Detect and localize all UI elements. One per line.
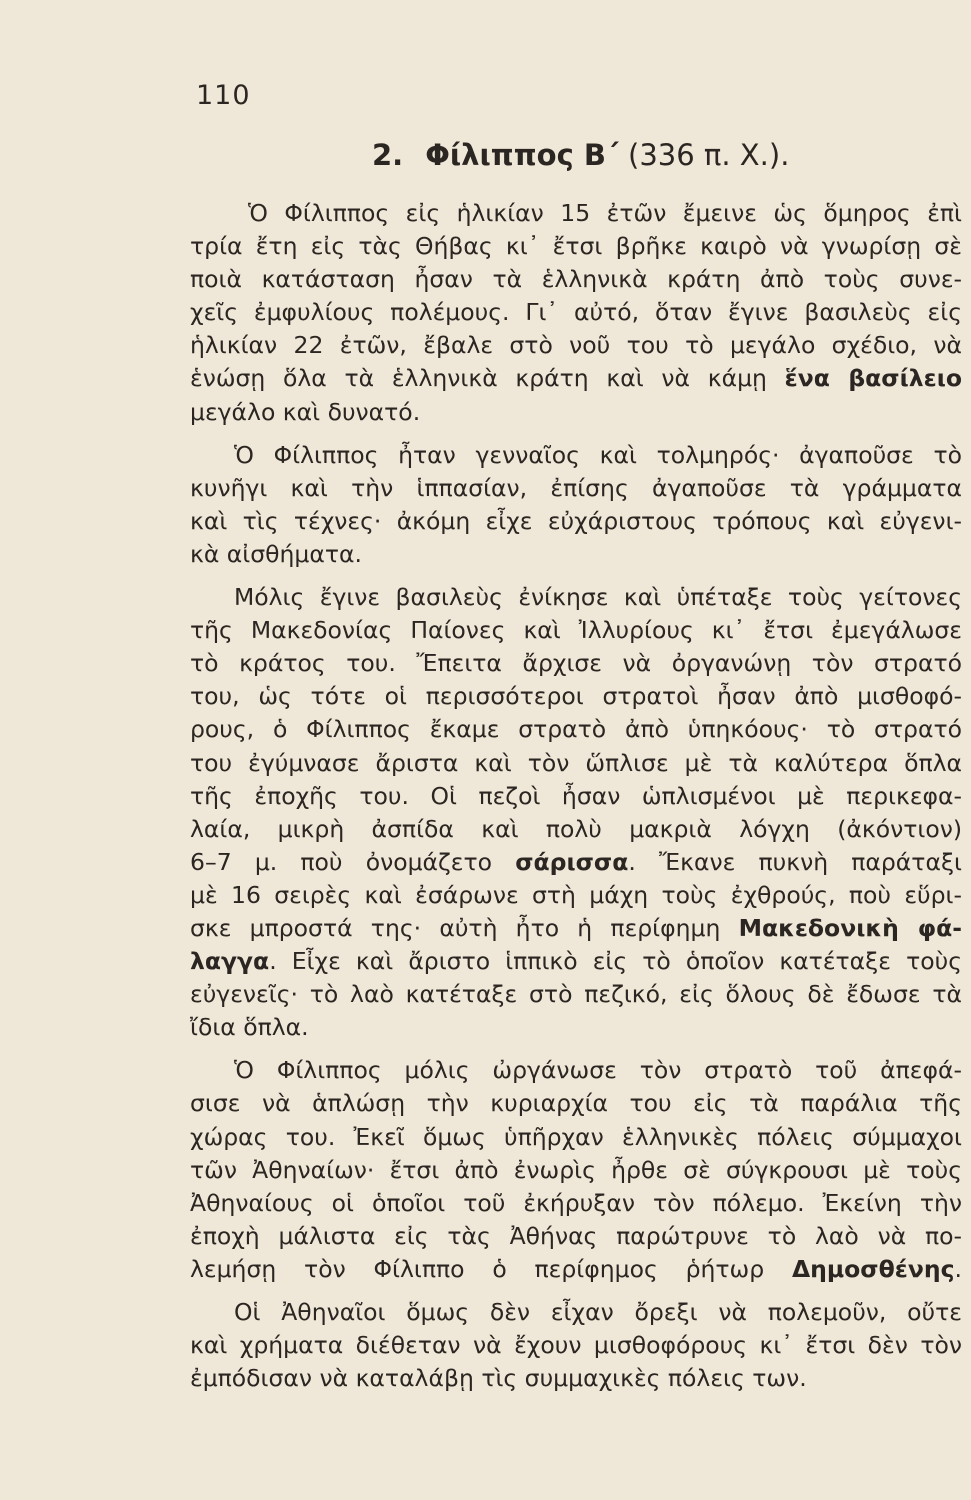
text-line (190, 1253, 962, 1286)
line-text: Ὁ Φίλιππος εἰς ἡλικίαν 15 ἐτῶν ἔμεινε ὡς ὅμηρος ἐπὶ (248, 199, 962, 227)
text-line (190, 1154, 962, 1187)
line-text: 6–7 μ. ποὺ ὀνομάζετο (190, 847, 516, 876)
line-text: τῶν Ἀθηναίων· ἔτσι ἀπὸ ἐνωρὶς ἦρθε σὲ σύγκρουσι μὲ τοὺς (190, 1155, 962, 1184)
emphasized-term: λαγγα (190, 947, 270, 976)
line-text: κυνῆγι καὶ τὴν ἱππασίαν, ἐπίσης ἀγαποῦσε τὰ γράμματα (190, 473, 962, 502)
section-heading (372, 138, 789, 172)
line-text: ἑνώσῃ ὅλα τὰ ἑλληνικὰ κράτη καὶ νὰ κάμῃ (190, 364, 785, 393)
line-text: Οἱ Ἀθηναῖοι ὅμως δὲν εἶχαν ὄρεξι νὰ πολεμοῦν, οὔτε (234, 1298, 962, 1326)
line-text: ἐποχὴ μάλιστα εἰς τὰς Ἀθήνας παρώτρυνε τὸ λαὸ νὰ πο- (190, 1221, 962, 1250)
line-text: μὲ 16 σειρὲς καὶ ἐσάρωνε στὴ μάχη τοὺς ἐχθρούς, ποὺ εὕρι- (190, 880, 962, 909)
text-line (190, 780, 962, 813)
emphasized-term: ἕνα βασίλειο (784, 364, 962, 393)
line-text: Ὁ Φίλιππος μόλις ὠργάνωσε τὸν στρατὸ τοῦ ἀπεφά- (234, 1056, 962, 1085)
emphasized-term: Μακεδονικὴ φά- (738, 913, 962, 942)
paragraph-gap (190, 1286, 962, 1296)
text-line (190, 912, 962, 945)
page-number: 110 (196, 80, 251, 111)
text-line (190, 538, 962, 571)
line-text: εὐγενεῖς· τὸ λαὸ κατέταξε στὸ πεζικό, εἰς ὅλους δὲ ἔδωσε τὰ (190, 980, 962, 1009)
text-line (190, 197, 962, 230)
line-text: κὰ αἰσθήματα. (190, 539, 362, 568)
text-line (190, 362, 962, 395)
paragraph-gap (190, 1044, 962, 1054)
paragraph-gap (190, 429, 962, 439)
line-text: ποιὰ κατάσταση ἦσαν τὰ ἑλληνικὰ κράτη ἀπὸ τοὺς συνε- (190, 265, 962, 294)
text-line (190, 439, 962, 472)
text-line (190, 614, 962, 647)
text-line (190, 329, 962, 362)
line-text: καὶ τὶς τέχνες· ἀκόμη εἶχε εὐχάριστους τρόπους καὶ εὐγενι- (190, 506, 962, 535)
text-line (190, 1087, 962, 1120)
text-line (190, 263, 962, 296)
text-line (190, 846, 962, 879)
line-text: του ἐγύμνασε ἄριστα καὶ τὸν ὥπλισε μὲ τὰ καλύτερα ὅπλα (190, 748, 962, 777)
line-text: χεῖς ἐμφυλίους πολέμους. Γι᾽ αὐτό, ὅταν ἔγινε βασιλεὺς εἰς (190, 298, 962, 327)
line-text: σισε νὰ ἁπλώσῃ τὴν κυριαρχία του εἰς τὰ παράλια τῆς (190, 1089, 962, 1118)
text-line (190, 1054, 962, 1087)
paragraph (190, 1054, 962, 1286)
line-text: Ἀθηναίους οἱ ὁποῖοι τοῦ ἐκήρυξαν τὸν πόλεμο. Ἐκείνη τὴν (190, 1188, 962, 1217)
text-line (190, 1187, 962, 1220)
line-text: μεγάλο καὶ δυνατό. (190, 397, 421, 426)
line-text: λεμήσῃ τὸν Φίλιππο ὁ περίφημος ῥήτωρ (190, 1254, 792, 1283)
line-text: . Ἔκανε πυκνὴ παράταξι (628, 847, 962, 876)
text-line (190, 1329, 962, 1362)
text-line (190, 505, 962, 538)
text-line (190, 1296, 962, 1329)
line-text: Μόλις ἔγινε βασιλεὺς ἐνίκησε καὶ ὑπέταξε τοὺς γείτονες (234, 583, 962, 612)
emphasized-term: Δημοσθένης (791, 1254, 955, 1283)
text-line (190, 713, 962, 746)
paragraph (190, 581, 962, 1044)
text-line (190, 396, 962, 429)
line-text: λαία, μικρὴ ἀσπίδα καὶ πολὺ μακριὰ λόγχη (ἀκόντιον) (190, 814, 962, 843)
text-line (190, 647, 962, 680)
text-line (190, 296, 962, 329)
text-line (190, 230, 962, 263)
paragraph (190, 1296, 962, 1395)
paragraph (190, 197, 962, 429)
text-line (190, 472, 962, 505)
text-line (190, 1121, 962, 1154)
line-text: . (954, 1254, 962, 1283)
text-line (190, 1362, 962, 1395)
section-date: (336 π. Χ.). (628, 138, 790, 172)
line-text: ἡλικίαν 22 ἐτῶν, ἔβαλε στὸ νοῦ του τὸ μεγάλο σχέδιο, νὰ (190, 331, 962, 360)
text-line (190, 1011, 962, 1044)
paragraph-gap (190, 571, 962, 581)
section-number: 2. (372, 138, 404, 172)
line-text: χώρας του. Ἐκεῖ ὅμως ὑπῆρχαν ἑλληνικὲς πόλεις σύμμαχοι (190, 1122, 962, 1151)
text-line (190, 945, 962, 978)
line-text: ἐμπόδισαν νὰ καταλάβῃ τὶς συμμαχικὲς πόλεις των. (190, 1364, 807, 1393)
text-line (190, 680, 962, 713)
text-line (190, 879, 962, 912)
line-text: τῆς Μακεδονίας Παίονες καὶ Ἰλλυρίους κι᾽ ἔτσι ἐμεγάλωσε (190, 616, 962, 645)
text-line (190, 813, 962, 846)
line-text: τρία ἔτη εἰς τὰς Θήβας κι᾽ ἔτσι βρῆκε καιρὸ νὰ γνωρίσῃ σὲ (190, 232, 962, 261)
line-text: . Εἶχε καὶ ἄριστο ἱππικὸ εἰς τὸ ὁποῖον κατέταξε τοὺς (269, 947, 962, 976)
body-text (190, 197, 962, 1395)
paragraph (190, 439, 962, 571)
line-text: ἴδια ὅπλα. (190, 1013, 309, 1042)
line-text: καὶ χρήματα διέθεταν νὰ ἔχουν μισθοφόρους κι᾽ ἔτσι δὲν τὸν (190, 1331, 962, 1360)
line-text: ρους, ὁ Φίλιππος ἔκαμε στρατὸ ἀπὸ ὑπηκόους· τὸ στρατό (190, 715, 962, 744)
line-text: Ὁ Φίλιππος ἦταν γενναῖος καὶ τολμηρός· ἀγαποῦσε τὸ (234, 440, 962, 469)
line-text: σκε μπροστά της· αὐτὴ ἦτο ἡ περίφημη (190, 913, 739, 942)
emphasized-term: σάρισσα (515, 847, 629, 876)
section-title: Φίλιππος Β΄ (425, 138, 619, 172)
line-text: τῆς ἐποχῆς του. Οἱ πεζοὶ ἦσαν ὡπλισμένοι μὲ περικεφα- (190, 781, 962, 810)
text-line (190, 1220, 962, 1253)
text-line (190, 978, 962, 1011)
line-text: του, ὡς τότε οἱ περισσότεροι στρατοὶ ἦσαν ἀπὸ μισθοφό- (190, 682, 962, 711)
text-line (190, 581, 962, 614)
text-line (190, 747, 962, 780)
line-text: τὸ κράτος του. Ἔπειτα ἄρχισε νὰ ὀργανώνῃ τὸν στρατό (190, 649, 962, 678)
